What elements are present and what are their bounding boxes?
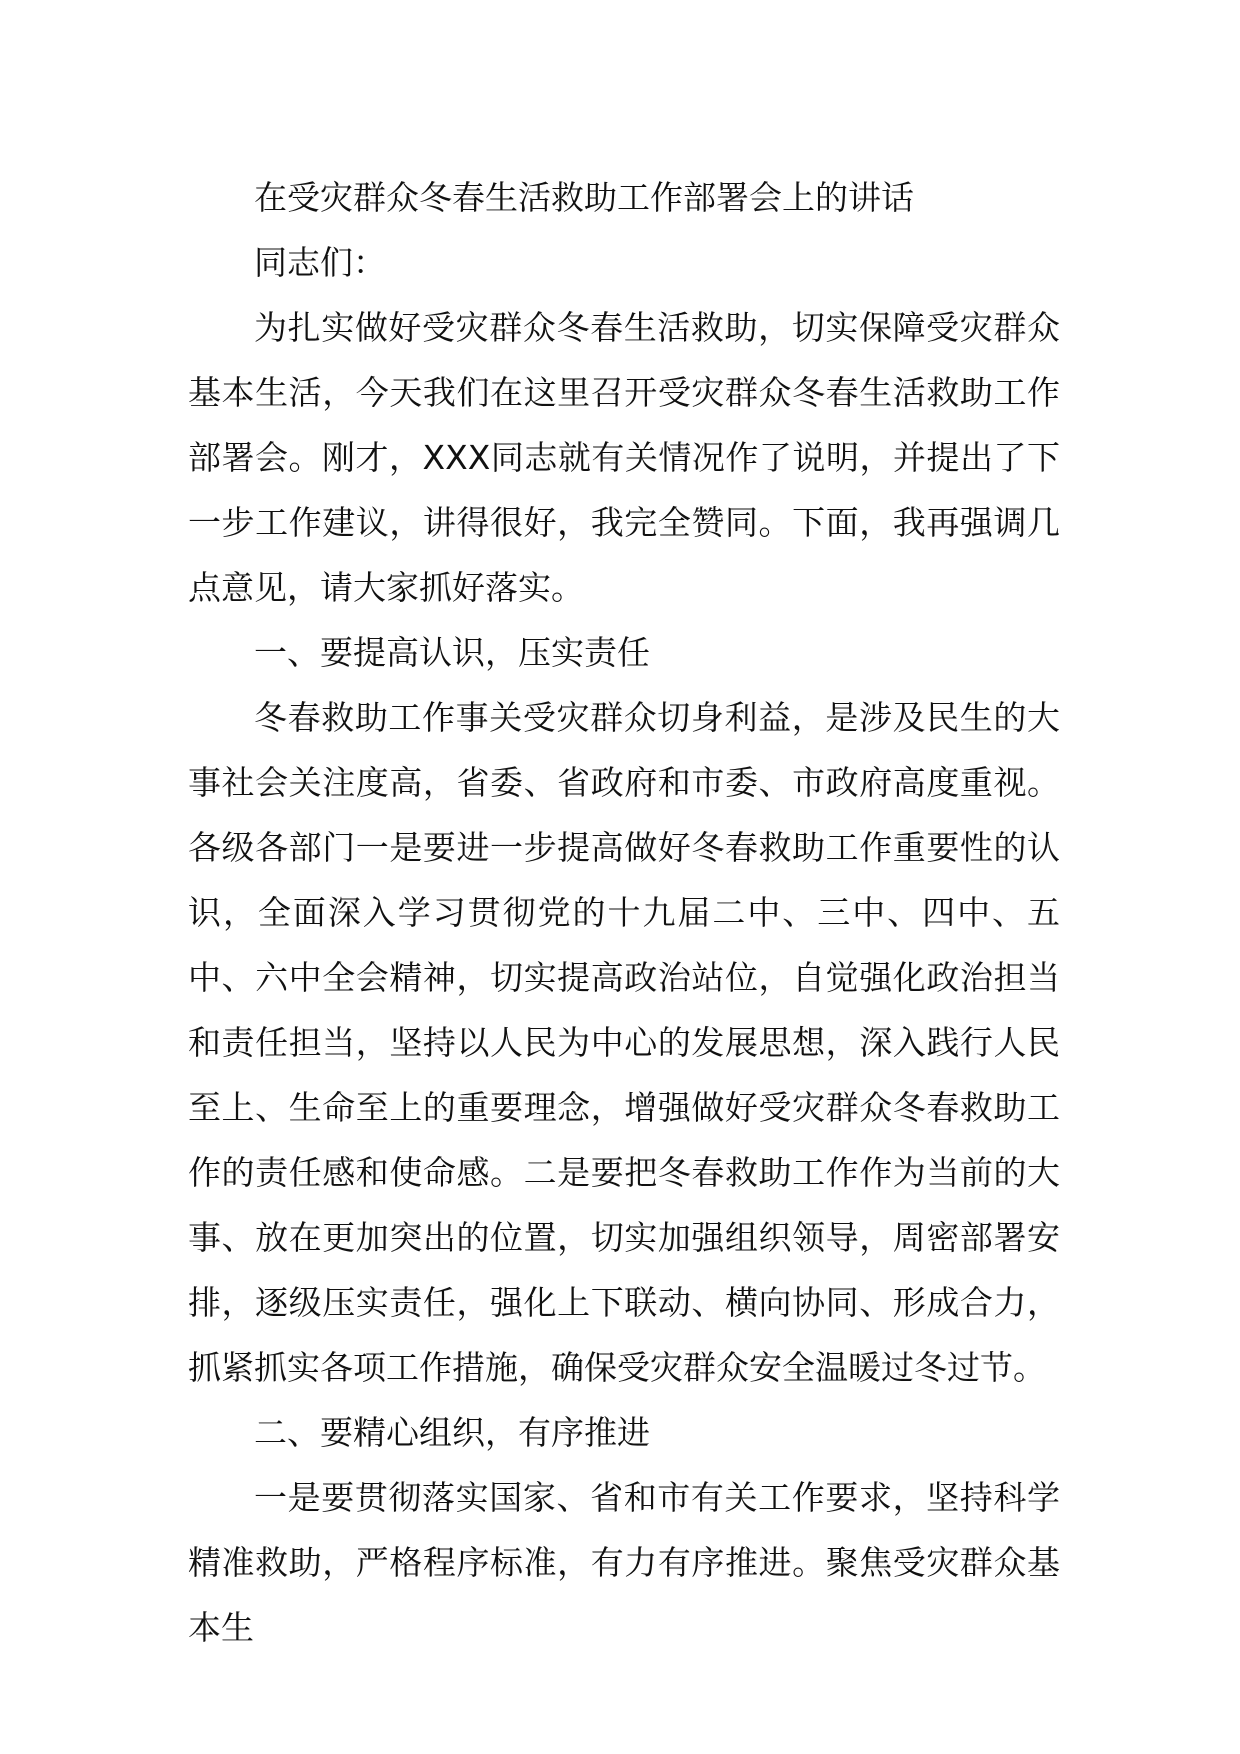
section-2-paragraph: 一是要贯彻落实国家、省和市有关工作要求，坚持科学精准救助，严格程序标准，有力有序推进。聚焦受灾群众基本生 (188, 1478, 1060, 1647)
section-2-heading: 二、要精心组织，有序推进 (254, 1413, 650, 1452)
section-1-paragraph: 冬春救助工作事关受灾群众切身利益，是涉及民生的大事社会关注度高，省委、省政府和市委、市政府高度重视。各级各部门一是要进一步提高做好冬春救助工作重要性的认识，全面深入学习贯彻党的十九届二中、三中、四中、五中、六中全会精神，切实提高政治站位，自觉强化政治担当和责任担当，坚持以人民为中心的发展思想，深入践行人民至上、生命至上的重要理念，增强做好受灾群众冬春救助工作的责任感和使命感。二是要把冬春救助工作作为当前的大事、放在更加突出的位置，切实加强组织领导，周密部署安排，逐级压实责任，强化上下联动、横向协同、形成合力，抓紧抓实各项工作措施，确保受灾群众安全温暖过冬过节。 (188, 698, 1060, 1387)
section-1-heading: 一、要提高认识，压实责任 (254, 633, 650, 672)
document-title: 在受灾群众冬春生活救助工作部署会上的讲话 (254, 178, 914, 217)
intro-paragraph: 为扎实做好受灾群众冬春生活救助，切实保障受灾群众基本生活，今天我们在这里召开受灾群众冬春生活救助工作部署会。刚才，XXX同志就有关情况作了说明，并提出了下一步工作建议，讲得很好，我完全赞同。下面，我再强调几点意见，请大家抓好落实。 (188, 308, 1060, 607)
salutation: 同志们： (254, 243, 386, 282)
document-body (188, 165, 1060, 1660)
